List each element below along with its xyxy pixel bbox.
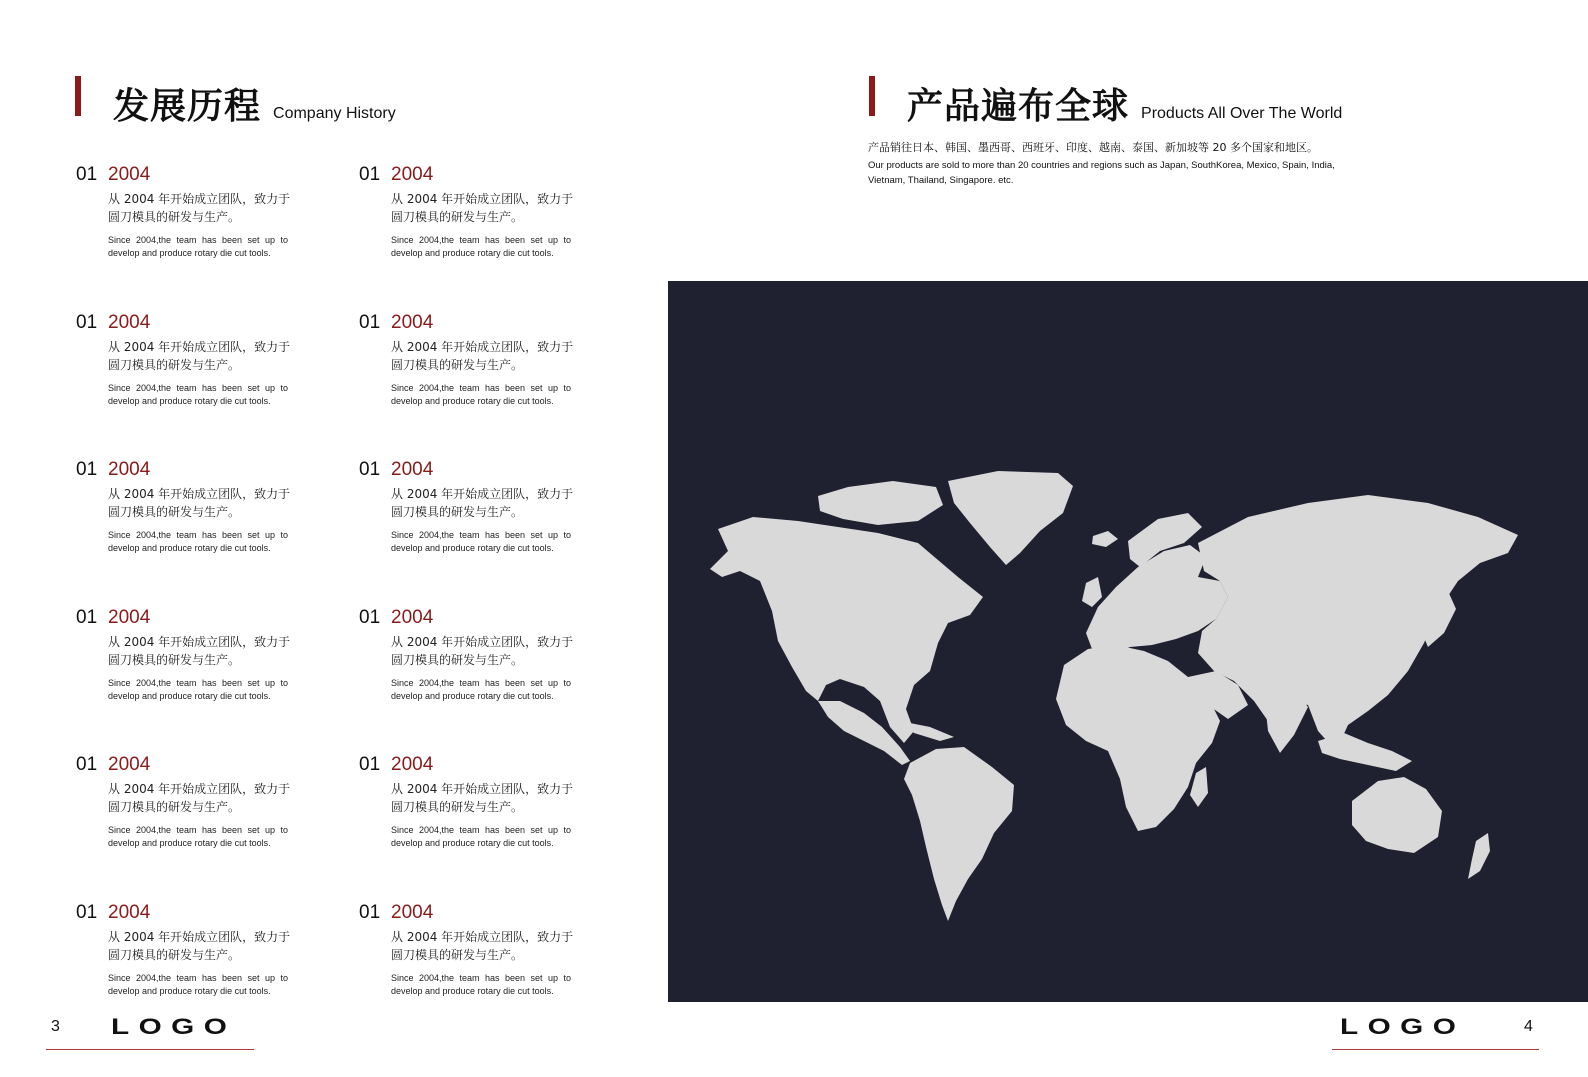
footer-line-left	[46, 1049, 254, 1050]
entry-year: 2004	[391, 754, 434, 775]
entry-head	[359, 312, 579, 334]
map-arctic-islands	[818, 481, 943, 525]
entry-description-en: Since 2004,the team has been set up to develop and produce rotary die cut tools.	[108, 972, 288, 996]
history-entry	[76, 459, 328, 555]
entry-head	[359, 902, 579, 924]
entry-head	[359, 164, 579, 186]
history-entry	[76, 754, 328, 850]
history-entry	[76, 311, 328, 408]
entry-description-cn: 从 2004 年开始成立团队，致力于圆刀模具的研发与生产。	[108, 487, 291, 519]
entry-head	[359, 459, 579, 481]
entry-year: 2004	[391, 606, 434, 628]
entry-number: 01	[359, 754, 381, 775]
entry-number: 01	[359, 901, 381, 923]
entry-description-en: Since 2004,the team has been set up to develop and produce rotary die cut tools.	[391, 825, 571, 848]
entry-number: 01	[359, 459, 381, 480]
map-se-asia	[1318, 733, 1412, 771]
history-entry	[76, 164, 328, 260]
map-greenland	[948, 471, 1073, 565]
entry-description-en: Since 2004,the team has been set up to develop and produce rotary die cut tools.	[108, 235, 288, 258]
history-title-cn: 发展历程	[113, 86, 262, 127]
entry-year: 2004	[108, 164, 151, 185]
entry-description-cn: 从 2004 年开始成立团队，致力于圆刀模具的研发与生产。	[391, 634, 574, 667]
entry-head	[76, 902, 296, 924]
map-asia	[1198, 495, 1518, 751]
entry-head	[76, 607, 296, 629]
entry-description-en: Since 2004,the team has been set up to develop and produce rotary die cut tools.	[108, 825, 288, 848]
history-entry	[359, 901, 611, 998]
entry-number: 01	[76, 606, 98, 628]
map-australia	[1352, 777, 1442, 853]
entry-number: 01	[359, 164, 381, 185]
logo-right: LOGO	[1340, 1014, 1466, 1039]
entry-description-cn: 从 2004 年开始成立团队，致力于圆刀模具的研发与生产。	[108, 339, 291, 372]
entry-description-cn: 从 2004 年开始成立团队，致力于圆刀模具的研发与生产。	[391, 782, 574, 814]
history-header	[113, 78, 396, 129]
entry-number: 01	[76, 311, 98, 333]
map-uk	[1082, 577, 1102, 607]
entry-year: 2004	[108, 606, 151, 628]
entry-head	[359, 754, 579, 776]
history-entry	[359, 459, 611, 555]
global-title-cn: 产品遍布全球	[907, 86, 1130, 127]
global-accent-bar	[869, 76, 875, 116]
entry-year: 2004	[108, 901, 151, 923]
entry-year: 2004	[108, 754, 151, 775]
entry-year: 2004	[391, 164, 434, 185]
global-title-en: Products All Over The World	[1141, 105, 1343, 122]
entry-year: 2004	[391, 459, 434, 480]
entry-year: 2004	[391, 311, 434, 333]
history-entry	[359, 311, 611, 408]
entry-description-en: Since 2004,the team has been set up to develop and produce rotary die cut tools.	[391, 677, 571, 701]
global-intro-cn: 产品销往日本、韩国、墨西哥、西班牙、印度、越南、泰国、新加坡等 20 多个国家和地区。	[868, 141, 1318, 154]
entry-head	[76, 754, 296, 776]
history-entry	[359, 606, 611, 703]
entry-head	[76, 164, 296, 186]
map-south-america	[904, 747, 1014, 921]
page-number-left: 3	[51, 1018, 60, 1035]
page-number-right: 4	[1524, 1018, 1533, 1035]
entry-description-en: Since 2004,the team has been set up to develop and produce rotary die cut tools.	[108, 530, 288, 553]
map-madagascar	[1190, 767, 1208, 807]
history-title-en: Company History	[273, 105, 396, 122]
history-entry	[76, 901, 328, 998]
entry-description-en: Since 2004,the team has been set up to develop and produce rotary die cut tools.	[391, 382, 571, 406]
entry-description-cn: 从 2004 年开始成立团队，致力于圆刀模具的研发与生产。	[108, 929, 291, 962]
entry-year: 2004	[391, 901, 434, 923]
history-entry	[76, 606, 328, 703]
map-india	[1264, 689, 1308, 753]
entry-description-cn: 从 2004 年开始成立团队，致力于圆刀模具的研发与生产。	[108, 634, 291, 667]
entry-description-en: Since 2004,the team has been set up to develop and produce rotary die cut tools.	[391, 972, 571, 996]
entry-year: 2004	[108, 311, 151, 333]
entry-description-en: Since 2004,the team has been set up to develop and produce rotary die cut tools.	[391, 530, 571, 553]
history-accent-bar	[75, 76, 81, 116]
map-iceland	[1092, 531, 1118, 547]
entry-number: 01	[76, 164, 98, 185]
entry-number: 01	[76, 459, 98, 480]
entry-year: 2004	[108, 459, 151, 480]
map-new-zealand	[1468, 833, 1490, 879]
entry-head	[359, 607, 579, 629]
footer-line-right	[1332, 1049, 1539, 1050]
entry-description-en: Since 2004,the team has been set up to develop and produce rotary die cut tools.	[108, 677, 288, 701]
global-header	[907, 78, 1342, 129]
entry-number: 01	[76, 901, 98, 923]
global-intro-en: Our products are sold to more than 20 countries and regions such as Japan, SouthKorea, Mexico, Spain, India, Vietnam, Thailand, Singapore. etc.	[868, 160, 1335, 186]
entry-description-cn: 从 2004 年开始成立团队，致力于圆刀模具的研发与生产。	[391, 929, 574, 962]
entry-head	[76, 459, 296, 481]
history-entry	[359, 164, 611, 260]
entry-description-cn: 从 2004 年开始成立团队，致力于圆刀模具的研发与生产。	[391, 192, 574, 224]
entry-head	[76, 312, 296, 334]
entry-description-cn: 从 2004 年开始成立团队，致力于圆刀模具的研发与生产。	[391, 487, 574, 519]
entry-number: 01	[359, 606, 381, 628]
logo-left: LOGO	[111, 1014, 237, 1039]
entry-description-cn: 从 2004 年开始成立团队，致力于圆刀模具的研发与生产。	[108, 782, 291, 814]
entry-number: 01	[359, 311, 381, 333]
entry-description-cn: 从 2004 年开始成立团队，致力于圆刀模具的研发与生产。	[391, 339, 574, 372]
world-map-icon	[668, 281, 1588, 1002]
entry-description-en: Since 2004,the team has been set up to develop and produce rotary die cut tools.	[391, 235, 571, 258]
history-entry	[359, 754, 611, 850]
entry-description-cn: 从 2004 年开始成立团队，致力于圆刀模具的研发与生产。	[108, 192, 291, 224]
entry-number: 01	[76, 754, 98, 775]
entry-description-en: Since 2004,the team has been set up to develop and produce rotary die cut tools.	[108, 382, 288, 406]
world-map-panel	[668, 281, 1588, 1002]
